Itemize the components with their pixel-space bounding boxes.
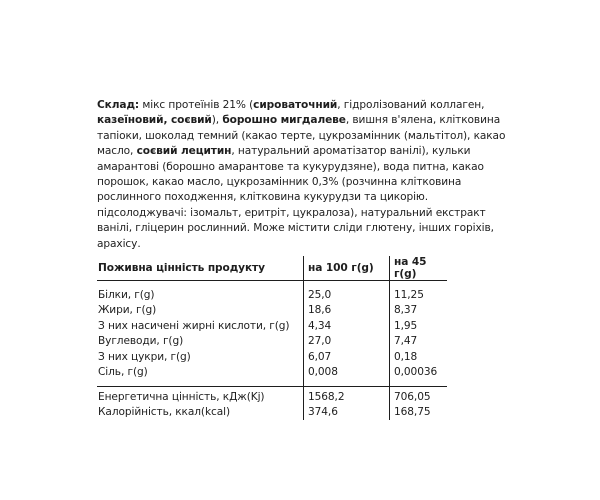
ingredients-text	[97, 98, 517, 252]
table-row	[97, 387, 447, 405]
ingredients-text-part: , натуральний ароматізатор ванілі), кульки амарантові (борошно амарантове та кукурудзяне), вода питна, какао порошок, какао масло, цукрозамінник 0,3% (розчинна клітковина рослинного походження, клітковина кукурудзи та цикорію. підсолоджувачі: ізомальт, еритріт, цукралоза), натуральний екстракт ванілі, гліцерин рослинний. Може містити сліди глютену, інших горіхів, арахісу.	[97, 145, 494, 250]
nutrition-table	[97, 256, 447, 420]
nutrient-per-45g: 11,25	[390, 287, 448, 303]
nutrient-per-45g: 0,00036	[390, 365, 448, 381]
header-per-45g: на 45 г(g)	[390, 256, 448, 281]
table-row	[97, 405, 447, 421]
energy-per-100g: 374,6	[304, 405, 390, 421]
ingredients-label: Склад:	[97, 99, 140, 111]
allergen-almond-flour: борошно мигдалеве	[222, 114, 346, 127]
table-row	[97, 318, 447, 334]
energy-name: Енергетична цінність, кДж(Kj)	[97, 387, 304, 405]
nutrient-per-45g: 8,37	[390, 303, 448, 319]
ingredients-text-part: ),	[211, 114, 223, 127]
allergen-casein-soy: казеїновий, соєвий	[97, 114, 212, 127]
header-product: Поживна цінність продукту	[97, 256, 304, 281]
nutrient-per-100g: 0,008	[304, 365, 390, 381]
allergen-soy-lecithin: соєвий лецитин	[136, 145, 232, 158]
nutrient-per-100g: 18,6	[304, 303, 390, 319]
nutrient-per-100g: 6,07	[304, 349, 390, 365]
nutrient-per-100g: 4,34	[304, 318, 390, 334]
energy-per-45g: 168,75	[390, 405, 448, 421]
energy-name: Калорійність, ккал(kcal)	[98, 406, 230, 419]
nutrition-header-row	[97, 256, 447, 281]
nutrient-name: Жири, г(g)	[98, 304, 157, 317]
nutrient-name: Білки, г(g)	[98, 288, 155, 301]
table-row	[97, 349, 447, 365]
nutrient-per-45g: 1,95	[390, 318, 448, 334]
nutrient-per-100g: 25,0	[304, 287, 390, 303]
allergen-whey: сироваточний	[253, 99, 338, 111]
table-row	[97, 365, 447, 381]
ingredients-block	[97, 98, 517, 252]
ingredients-text-part: , вишня в'ялена, клітковина тапіоки, шоколад темний (какао терте, цукрозамінник (мальтітол), какао масло,	[97, 114, 506, 158]
nutrient-name: З них цукри, г(g)	[98, 350, 191, 363]
energy-per-45g: 706,05	[390, 387, 448, 405]
table-row	[97, 334, 447, 350]
ingredients-text-part: , гідролізований коллаген,	[337, 99, 485, 111]
nutrient-per-45g: 0,18	[390, 349, 448, 365]
energy-per-100g: 1568,2	[304, 387, 390, 405]
nutrient-per-100g: 27,0	[304, 334, 390, 350]
nutrient-name: Вуглеводи, г(g)	[98, 335, 184, 348]
nutrient-name: З них насичені жирні кислоти, г(g)	[98, 319, 290, 332]
table-row	[97, 303, 447, 319]
ingredients-text-part: мікс протеїнів 21% (	[139, 99, 254, 111]
nutrient-per-45g: 7,47	[390, 334, 448, 350]
table-row	[97, 287, 447, 303]
nutrient-name: Сіль, г(g)	[98, 366, 148, 379]
header-per-100g: на 100 г(g)	[304, 256, 390, 281]
